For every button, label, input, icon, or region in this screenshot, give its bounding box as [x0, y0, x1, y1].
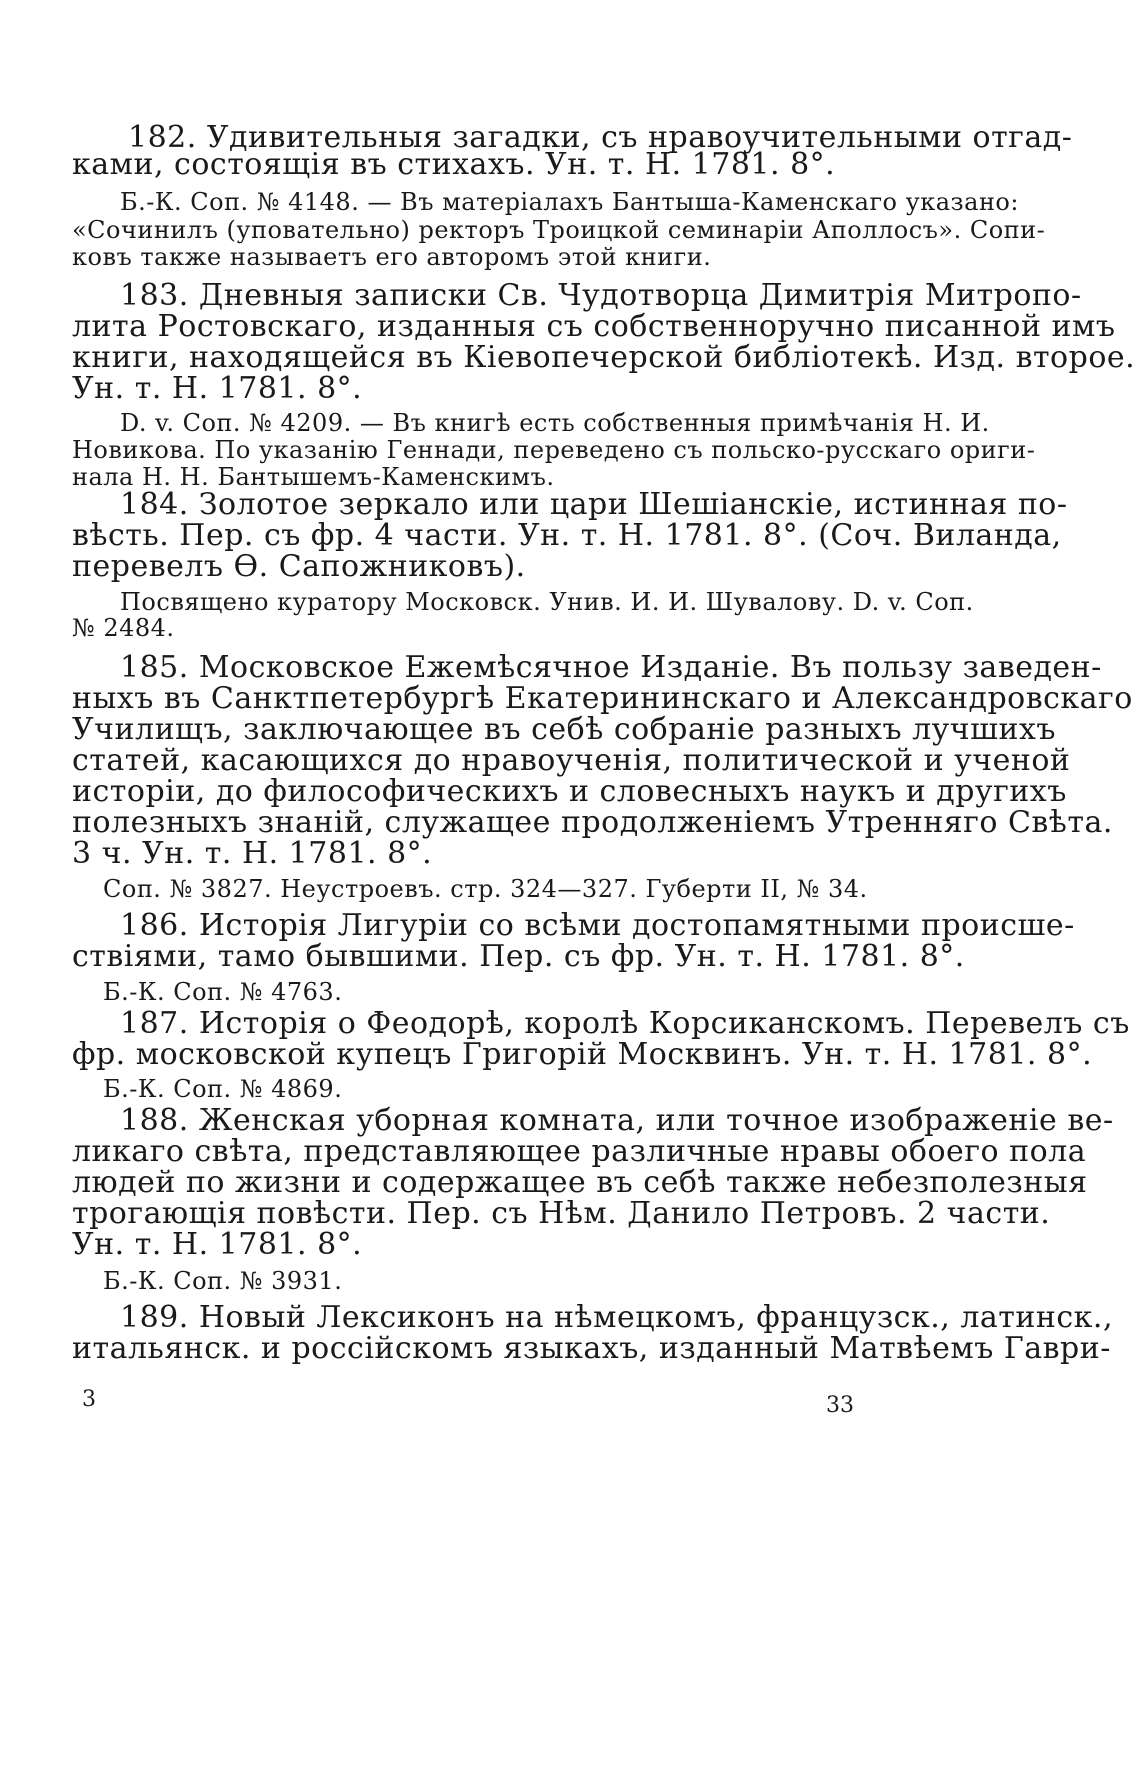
entry-185-line-3: Училищъ, заключающее въ себѣ собраніе разныхъ лучшихъ: [72, 712, 1057, 747]
entry-185-note-1: Соп. № 3827. Неустроевъ. стр. 324—327. Губерти II, № 34.: [103, 875, 868, 903]
entry-188-line-2: ликаго свѣта, представляющее различные нравы обоего пола: [72, 1134, 1087, 1169]
entry-183-line-4: Ун. т. Н. 1781. 8°.: [72, 371, 363, 406]
entry-183-note-2: Новикова. По указанію Геннади, переведено съ польско-русскаго ориги-: [72, 436, 1036, 464]
entry-182-line-1: 182. Удивительныя загадки, съ нравоучительными отгад-: [128, 120, 1073, 155]
entry-184-line-1: 184. Золотое зеркало или цари Шешіанскіе, истинная по-: [120, 487, 1068, 522]
entry-183-line-3: книги, находящейся въ Кіевопечерской библіотекѣ. Изд. второе.: [72, 340, 1136, 375]
entry-185-line-2: ныхъ въ Санктпетербургѣ Екатерининскаго и Александровскаго: [72, 681, 1133, 716]
signature-mark: 3: [82, 1387, 96, 1412]
entry-188-note-1: Б.-К. Соп. № 3931.: [103, 1267, 343, 1295]
entry-183-note-1: D. v. Соп. № 4209. — Въ книгѣ есть собственныя примѣчанія Н. И.: [120, 409, 990, 437]
entry-186-line-2: ствіями, тамо бывшими. Пер. съ фр. Ун. т. Н. 1781. 8°.: [72, 939, 965, 974]
entry-184-line-3: перевелъ Ѳ. Сапожниковъ).: [72, 549, 526, 584]
entry-185-line-1: 185. Московское Ежемѣсячное Изданіе. Въ пользу заведен-: [120, 650, 1102, 685]
entry-187-line-2: фр. московской купецъ Григорій Москвинъ. Ун. т. Н. 1781. 8°.: [72, 1037, 1093, 1072]
entry-184-note-2: № 2484.: [72, 614, 175, 642]
entry-185-line-7: 3 ч. Ун. т. Н. 1781. 8°.: [72, 836, 433, 871]
entry-183-line-2: лита Ростовскаго, изданныя съ собственноручно писанной имъ: [72, 309, 1116, 344]
entry-182-note-2: «Сочинилъ (уповательно) ректоръ Троицкой семинаріи Аполлосъ». Сопи-: [72, 216, 1046, 244]
page-number: 33: [826, 1393, 854, 1418]
entry-182-note-3: ковъ также называетъ его авторомъ этой книги.: [72, 243, 712, 271]
entry-185-line-5: исторіи, до философическихъ и словесныхъ наукъ и другихъ: [72, 774, 1067, 809]
entry-187-note-1: Б.-К. Соп. № 4869.: [103, 1075, 343, 1103]
entry-183-note-3: нала Н. Н. Бантышемъ-Каменскимъ.: [72, 463, 555, 491]
entry-188-line-3: людей по жизни и содержащее въ себѣ также небезполезныя: [72, 1165, 1088, 1200]
entry-184-note-1: Посвящено куратору Московск. Унив. И. И. Шувалову. D. v. Соп.: [120, 588, 974, 616]
entry-182-line-2: ками, состоящія въ стихахъ. Ун. т. Н. 1781. 8°.: [72, 147, 836, 182]
entry-184-line-2: вѣсть. Пер. съ фр. 4 части. Ун. т. Н. 1781. 8°. (Соч. Виланда,: [72, 518, 1062, 553]
entry-189-line-1: 189. Новый Лексиконъ на нѣмецкомъ, французск., латинск.,: [120, 1300, 1113, 1335]
entry-186-note-1: Б.-К. Соп. № 4763.: [103, 978, 343, 1006]
entry-188-line-4: трогающія повѣсти. Пер. съ Нѣм. Данило Петровъ. 2 части.: [72, 1196, 1051, 1231]
entry-185-line-4: статей, касающихся до нравоученія, политической и ученой: [72, 743, 1071, 778]
entry-187-line-1: 187. Исторія о Феодорѣ, королѣ Корсиканскомъ. Перевелъ съ: [120, 1006, 1130, 1041]
entry-186-line-1: 186. Исторія Лигуріи со всѣми достопамятными происше-: [120, 908, 1075, 943]
entry-185-line-6: полезныхъ знаній, служащее продолженіемъ Утренняго Свѣта.: [72, 805, 1113, 840]
entry-188-line-5: Ун. т. Н. 1781. 8°.: [72, 1227, 363, 1262]
entry-189-line-2: итальянск. и россійскомъ языкахъ, изданный Матвѣемъ Гаври-: [72, 1331, 1111, 1366]
entry-182-note-1: Б.-К. Соп. № 4148. — Въ матеріалахъ Бантыша-Каменскаго указано:: [120, 188, 1019, 216]
entry-183-line-1: 183. Дневныя записки Св. Чудотворца Димитрія Митропо-: [120, 278, 1082, 313]
entry-188-line-1: 188. Женская уборная комната, или точное изображеніе ве-: [120, 1103, 1114, 1138]
